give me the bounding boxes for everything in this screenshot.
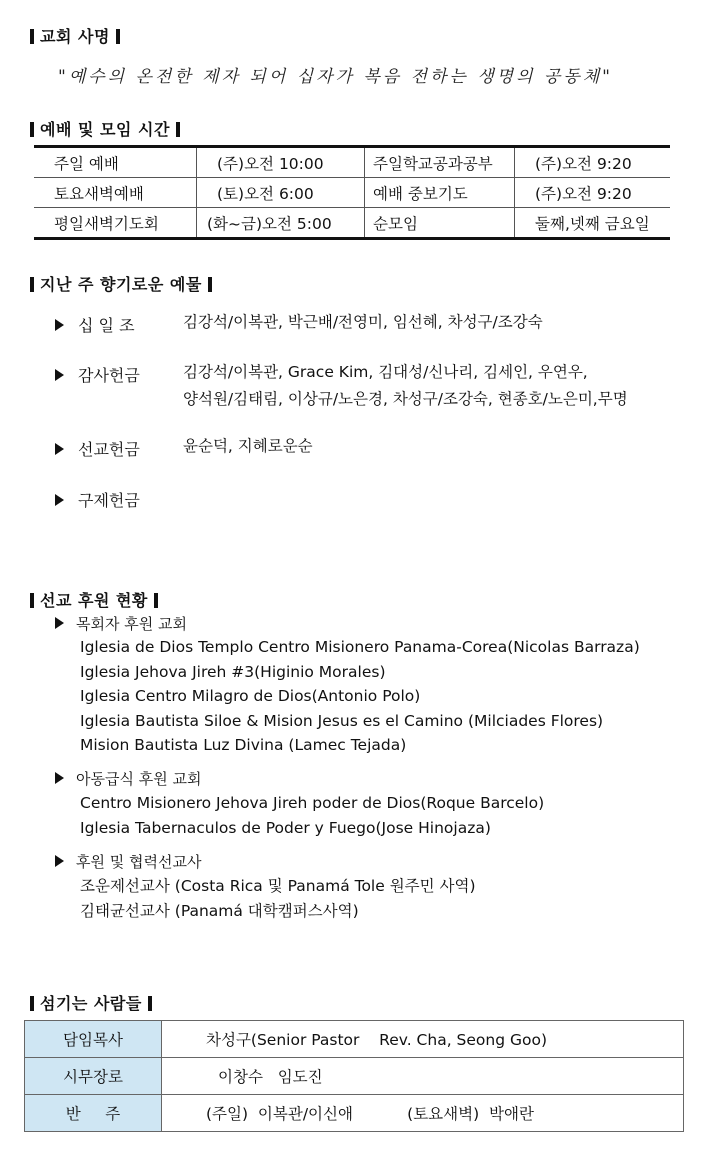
heading-bar	[30, 277, 34, 292]
servants-table	[24, 1020, 684, 1132]
heading-bar	[208, 277, 212, 292]
section-heading-mission: 교회 사명	[30, 24, 120, 47]
heading-bar	[30, 122, 34, 137]
table-row	[25, 1095, 684, 1132]
triangle-bullet-icon	[55, 369, 64, 381]
pastor-churches-label: 목회자 후원 교회	[55, 613, 187, 634]
table-row	[25, 1058, 684, 1095]
worship-schedule-table	[34, 145, 670, 240]
role-cell: 담임목사	[25, 1021, 162, 1058]
role-cell: 반 주	[25, 1095, 162, 1132]
heading-bar	[116, 29, 120, 44]
missionaries-list	[80, 874, 476, 923]
heading-bar	[176, 122, 180, 137]
triangle-bullet-icon	[55, 772, 64, 784]
heading-bar	[154, 593, 158, 608]
mission-statement: "예수의 온전한 제자 되어 십자가 복음 전하는 생명의 공동체"	[58, 67, 613, 87]
triangle-bullet-icon	[55, 617, 64, 629]
list-item: 조운제선교사 (Costa Rica 및 Panamá Tole 원주민 사역)	[80, 877, 476, 895]
triangle-bullet-icon	[55, 319, 64, 331]
child-feeding-list	[80, 791, 544, 840]
table-cell: 둘째,넷째 금요일	[515, 208, 671, 239]
list-item: Mision Bautista Luz Divina (Lamec Tejada)	[80, 736, 407, 754]
table-cell: (화~금)오전 5:00	[197, 208, 365, 239]
table-cell: (주)오전 9:20	[515, 147, 671, 178]
table-cell: (토)오전 6:00	[197, 178, 365, 208]
table-cell: (주)오전 10:00	[197, 147, 365, 178]
table-row	[34, 147, 670, 178]
child-feeding-label: 아동급식 후원 교회	[55, 768, 201, 789]
offering-tithe: 십 일 조	[55, 313, 182, 336]
list-item: 김태균선교사 (Panamá 대학캠퍼스사역)	[80, 901, 359, 920]
section-heading-offerings: 지난 주 향기로운 예물	[30, 272, 212, 295]
list-item: Centro Misionero Jehova Jireh poder de Dios(Roque Barcelo)	[80, 794, 545, 812]
heading-bar	[30, 29, 34, 44]
table-row	[25, 1021, 684, 1058]
list-item: Iglesia Bautista Siloe & Mision Jesus es el Camino (Milciades Flores)	[80, 711, 604, 730]
thanks-names-line: 양석원/김태림, 이상규/노은경, 차성구/조강숙, 현종호/노은미,무명	[183, 390, 628, 408]
mission-offering-names: 윤순덕, 지혜로운순	[183, 437, 313, 455]
table-cell: (주)오전 9:20	[515, 178, 671, 208]
table-row	[34, 178, 670, 208]
table-row	[34, 208, 670, 239]
pastor-churches-list	[80, 635, 640, 758]
people-cell: 이창수 임도진	[162, 1058, 684, 1095]
section-heading-worship: 예배 및 모임 시간	[30, 117, 180, 140]
section-heading-servants: 섬기는 사람들	[30, 991, 152, 1014]
heading-bar	[30, 593, 34, 608]
list-item: Iglesia Centro Milagro de Dios(Antonio Polo)	[80, 687, 421, 705]
thanks-names-line: 김강석/이복관, Grace Kim, 김대성/신나리, 김세인, 우연우,	[183, 363, 588, 381]
table-cell: 예배 중보기도	[365, 178, 515, 208]
list-item: Iglesia Tabernaculos de Poder y Fuego(Jose Hinojaza)	[80, 818, 491, 837]
missionaries-label: 후원 및 협력선교사	[55, 851, 201, 872]
table-cell: 주일학교공과공부	[365, 147, 515, 178]
offering-mission: 선교헌금	[55, 437, 182, 460]
thanks-names	[183, 359, 628, 413]
list-item: Iglesia de Dios Templo Centro Misionero Panama-Corea(Nicolas Barraza)	[80, 638, 640, 656]
section-heading-missions: 선교 후원 현황	[30, 588, 158, 611]
offering-relief: 구제헌금	[55, 488, 182, 511]
people-cell: (주일) 이복관/이신애 (토요새벽) 박애란	[162, 1095, 684, 1132]
list-item: Iglesia Jehova Jireh #3(Higinio Morales)	[80, 662, 386, 681]
tithe-names: 김강석/이복관, 박근배/전영미, 임선혜, 차성구/조강숙	[183, 313, 543, 331]
table-cell: 토요새벽예배	[34, 178, 197, 208]
people-cell: 차성구(Senior Pastor Rev. Cha, Seong Goo)	[162, 1021, 684, 1058]
table-cell: 순모임	[365, 208, 515, 239]
triangle-bullet-icon	[55, 494, 64, 506]
triangle-bullet-icon	[55, 855, 64, 867]
role-cell: 시무장로	[25, 1058, 162, 1095]
heading-bar	[148, 996, 152, 1011]
triangle-bullet-icon	[55, 443, 64, 455]
table-cell: 평일새벽기도회	[34, 208, 197, 239]
table-cell: 주일 예배	[34, 147, 197, 178]
offering-thanks: 감사헌금	[55, 363, 182, 386]
heading-bar	[30, 996, 34, 1011]
